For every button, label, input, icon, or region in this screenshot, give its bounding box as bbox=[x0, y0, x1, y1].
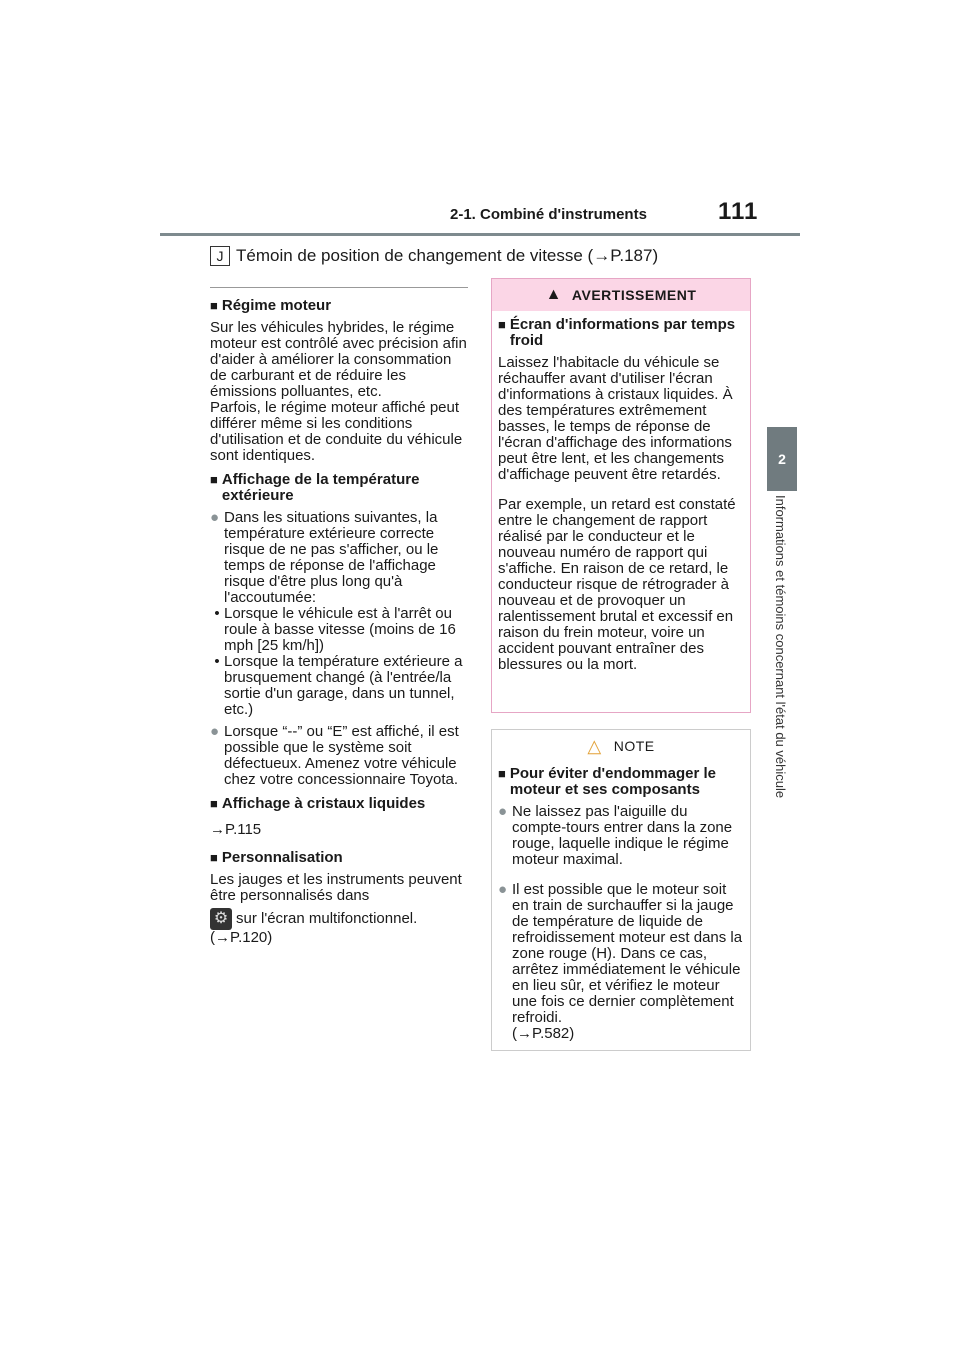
item-letter-box: J bbox=[210, 246, 230, 266]
warning-box bbox=[491, 278, 751, 713]
header-rule bbox=[160, 233, 800, 236]
square-bullet-icon: ■ bbox=[210, 472, 218, 487]
left-column-rule bbox=[210, 287, 468, 288]
circle-bullet-icon: ● bbox=[210, 509, 220, 526]
circle-bullet-icon: ● bbox=[498, 881, 508, 898]
page-reference: (→P.582) bbox=[512, 1025, 575, 1042]
paragraph: Parfois, le régime moteur affiché peut différer même si les conditions d'utilisation et de conduite du véhicule sont identiques. bbox=[210, 399, 463, 464]
sub-item: • Lorsque la température extérieure a brusquement changé (à l'entrée/la sortie d'un garage, dans un tunnel, etc.) bbox=[214, 653, 463, 718]
warning-body bbox=[492, 311, 750, 673]
paragraph: Sur les véhicules hybrides, le régime moteur est contrôlé avec précision afin d'aider à améliorer la consommation de carburant et de réduire les émissions polluantes, etc. bbox=[210, 319, 467, 400]
note-body bbox=[492, 762, 750, 1042]
list-item: ● Lorsque “--” ou “E” est affiché, il est possible que le système soit défectueux. Amenez votre véhicule chez votre concessionnaire Toyota. bbox=[210, 723, 459, 788]
heading-lcd: ■ Affichage à cristaux liquides bbox=[210, 795, 426, 812]
list-item: ● Il est possible que le moteur soit en train de surchauffer si la jauge de température de liquide de refroidissement moteur est dans la zone rouge (H). Dans ce cas, arrêtez immédiatement le véhicule en lieu sûr, et vérifiez le moteur une fois ce dernier complètement refroidi. (→P.582) bbox=[498, 881, 743, 1042]
chapter-number: 2 bbox=[778, 451, 786, 467]
chapter-side-title bbox=[773, 495, 793, 935]
square-bullet-icon: ■ bbox=[210, 850, 218, 865]
square-bullet-icon: ■ bbox=[210, 298, 218, 313]
paragraph: Les jauges et les instruments peuvent être personnalisés dans bbox=[210, 871, 462, 904]
paragraph: Laissez l'habitacle du véhicule se réchauffer avant d'utiliser l'écran d'informations à cristaux liquides. À des températures extrêmement basses, le temps de réponse de l'écran d'affichage des informations peut être lent, et les changements d'affichage peuvent être retardés. bbox=[498, 354, 733, 483]
warning-header: ▲ AVERTISSEMENT bbox=[492, 279, 750, 311]
list-item bbox=[210, 510, 472, 606]
square-bullet-icon: ■ bbox=[210, 796, 218, 811]
sub-item: • Lorsque le véhicule est à l'arrêt ou roule à basse vitesse (moins de 16 mph [25 km/h]) bbox=[214, 605, 456, 654]
gear-icon: ⚙ bbox=[210, 908, 232, 930]
note-box bbox=[491, 729, 751, 1051]
warning-icon: ▲ bbox=[545, 286, 562, 303]
list-item: ● Ne laissez pas l'aiguille du compte-tours entrer dans la zone rouge, laquelle indique le régime moteur maximal. bbox=[498, 803, 733, 868]
bullet-text: Dans les situations suivantes, la température extérieure correcte risque de ne pas s'afficher, ou le temps de réponse de l'affichage risque d'être plus long qu'à l'accoutumée: bbox=[224, 509, 439, 606]
page-reference: (→P.120) bbox=[210, 929, 273, 946]
circle-bullet-icon: ● bbox=[498, 803, 508, 820]
item-j-text: Témoin de position de changement de vitesse (→P.187) bbox=[236, 246, 659, 265]
left-column bbox=[210, 290, 472, 946]
chapter-tab bbox=[767, 427, 797, 491]
caution-icon: △ bbox=[587, 735, 602, 756]
note-heading: ■ Pour éviter d'endommager le moteur et ses composants bbox=[498, 765, 716, 798]
circle-bullet-icon: ● bbox=[210, 723, 220, 740]
heading-engine-speed: ■ Régime moteur bbox=[210, 297, 332, 314]
note-header: △ NOTE bbox=[587, 735, 655, 756]
item-j bbox=[210, 246, 658, 266]
page-reference: →P.115 bbox=[210, 821, 262, 838]
paragraph: Par exemple, un retard est constaté entre le changement de rapport réalisé par le conducteur et le nouveau numéro de rapport qui s'affiche. En raison de ce retard, le conducteur risque de rétrograder à nouveau et de provoquer un ralentissement brutal et excessif en raison du frein moteur, voire un accident pouvant entraîner des blessures ou la mort. bbox=[498, 496, 736, 673]
warning-heading: ■ Écran d'informations par temps froid bbox=[498, 316, 736, 349]
heading-personalization: ■ Personnalisation bbox=[210, 849, 343, 866]
section-title: 2-1. Combiné d'instruments bbox=[450, 206, 647, 223]
square-bullet-icon: ■ bbox=[498, 766, 506, 781]
chapter-title: Informations et témoins concernant l'état du véhicule bbox=[773, 495, 788, 799]
heading-outside-temp: ■ Affichage de la température extérieure bbox=[210, 471, 420, 504]
square-bullet-icon: ■ bbox=[498, 317, 506, 332]
paragraph: ⚙ sur l'écran multifonctionnel. bbox=[210, 908, 472, 930]
page-number: 111 bbox=[718, 198, 759, 225]
